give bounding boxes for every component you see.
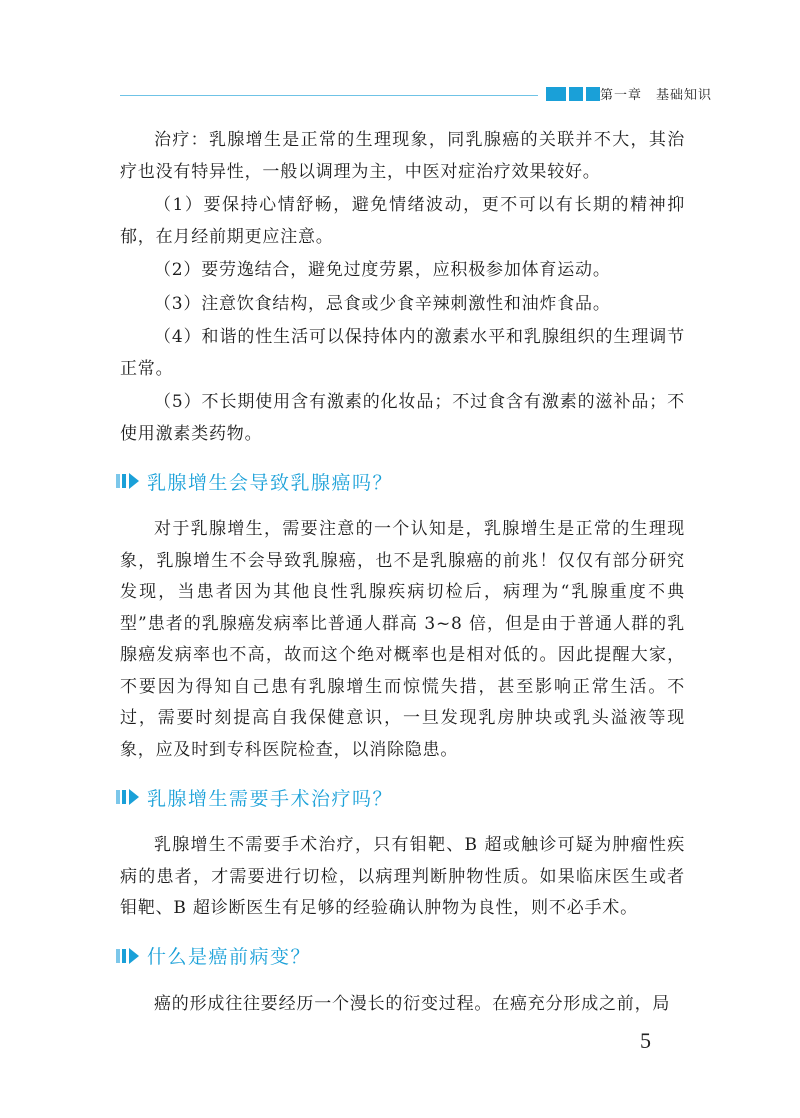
header-rule [120,95,538,96]
section-heading-text: 乳腺增生需要手术治疗吗？ [147,787,394,810]
header-block [546,87,566,101]
section-heading [116,460,685,502]
paragraph: 对于乳腺增生，需要注意的一个认知是，乳腺增生是正常的生理现象，乳腺增生不会导致乳腺癌，也不是乳腺癌的前兆！仅仅有部分研究发现，当患者因为其他良性乳腺疾病切检后，病理为“乳腺重度不典型”患者的乳腺癌发病率比普通人群高 3~8 倍，但是由于普通人群的乳腺癌发病率也不高，故而这个绝对概率也是相对低的。因此提醒大家，不要因为得知自己患有乳腺增生而惊慌失措，甚至影响正常生活。不过，需要时刻提高自我保健意识，一旦发现乳房肿块或乳头溢液等现象，应及时到专科医院检查，以消除隐患。 [120,519,685,760]
section-heading [116,776,685,818]
header-blocks [546,87,600,101]
section-heading-text: 什么是癌前病变？ [147,946,312,968]
header-block [569,87,583,101]
page-content [120,125,685,1022]
paragraph: （5）不长期使用含有激素的化妆品；不过食含有激素的滋补品；不使用激素类药物。 [120,392,685,444]
section-marker-icon [116,789,139,805]
chapter-title: 第一章 基础知识 [600,88,713,103]
paragraph: （3）注意饮食结构，忌食或少食辛辣刺激性和油炸食品。 [154,293,611,314]
paragraph: 乳腺增生不需要手术治疗，只有钼靶、B 超或触诊可疑为肿瘤性疾病的患者，才需要进行切检，以病理判断肿物性质。如果临床医生或者钼靶、B 超诊断医生有足够的经验确认肿物为良性，则不必手术。 [120,835,685,918]
paragraph: 治疗：乳腺增生是正常的生理现象，同乳腺癌的关联并不大，其治疗也没有特异性，一般以调理为主，中医对症治疗效果较好。 [120,130,685,182]
section-marker-icon [116,473,139,489]
section-marker-icon [116,948,139,964]
section-heading-text: 乳腺增生会导致乳腺癌吗？ [147,471,394,494]
header-block [586,87,600,101]
section-heading [116,935,685,977]
paragraph: 癌的形成往往要经历一个漫长的衍变过程。在癌充分形成之前，局 [154,993,671,1014]
paragraph: （2）要劳逸结合，避免过度劳累，应积极参加体育运动。 [154,260,611,280]
paragraph: （1）要保持心情舒畅，避免情绪波动，更不可以有长期的精神抑郁，在月经前期更应注意。 [120,195,685,247]
paragraph: （4）和谐的性生活可以保持体内的激素水平和乳腺组织的生理调节正常。 [120,327,685,379]
page-number: 5 [640,1028,651,1053]
